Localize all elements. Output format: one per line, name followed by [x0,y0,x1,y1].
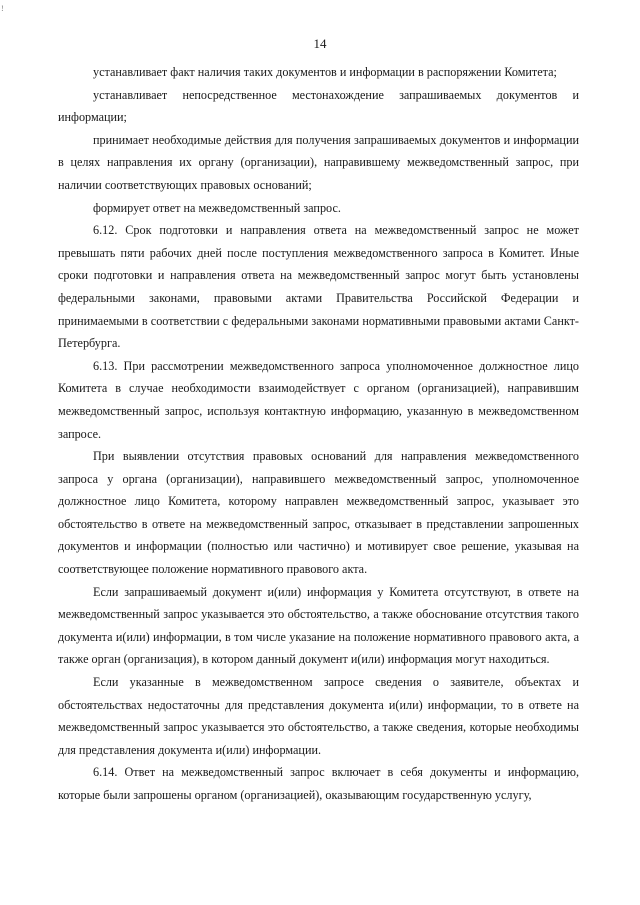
paragraph-establishes-location: устанавливает непосредственное местонахождение запрашиваемых документов и информации; [58,87,579,125]
paragraph-insufficient-info: Если указанные в межведомственном запросе сведения о заявителе, объектах и обстоятельствах недостаточны для представления документа и(или) информации, то в ответе на межведомственный запрос указывается это обстоятельство, а также сведения, которые необходимы для представления документа и(или) информации. [58,675,579,757]
paragraph-document-absent: Если запрашиваемый документ и(или) информация у Комитета отсутствуют, в ответе на межведомственный запрос указывается это обстоятельство, а также обоснование отсутствия такого документа и(или) информации, в том числе указание на положение нормативного правового акта, а также орган (организация), в котором данный документ и(или) информация могут находиться. [58,584,579,667]
paragraph-6-12: 6.12. Срок подготовки и направления ответа на межведомственный запрос не может превышать пяти рабочих дней после поступления межведомственного запроса в Комитет. Иные сроки подготовки и направления ответа на межведомственный запрос могут быть установлены федеральными законами, правовыми актами Правительства Российской Федерации и принимаемыми в соответствии с федеральными законами нормативными правовыми актами Санкт-Петербурга. [58,223,579,351]
paragraph-6-13: 6.13. При рассмотрении межведомственного запроса уполномоченное должностное лицо Комитета в случае необходимости взаимодействует с органом (организацией), направившим межведомственный запрос, используя контактную информацию, указанную в межведомственном запросе. [58,358,579,441]
page-number: 14 [313,36,327,51]
scan-edge-mark: ! [1,4,4,13]
paragraph-establishes-fact: устанавливает факт наличия таких документов и информации в распоряжении Комитета; [93,65,557,79]
paragraph-forms-answer: формирует ответ на межведомственный запрос. [93,200,341,215]
document-body [58,61,579,807]
paragraph-no-legal-grounds: При выявлении отсутствия правовых оснований для направления межведомственного запроса у органа (организации), направившего межведомственный запрос, уполномоченное должностное лицо Комитета, которому направлен межведомственный запрос, указывает это обстоятельство в ответе на межведомственный запрос, отказывает в представлении запрошенных документов и информации (полностью или частично) и мотивирует свое решение, указывая на соответствующее положение нормативного правового акта. [58,449,579,577]
paragraph-6-14: 6.14. Ответ на межведомственный запрос включает в себя документы и информацию, которые были запрошены органом (организацией), оказывающим государственную услугу, [58,765,579,802]
paragraph-takes-actions: принимает необходимые действия для получения запрашиваемых документов и информации в целях направления их органу (организации), направившему межведомственный запрос, при наличии соответствующих правовых оснований; [58,132,579,192]
